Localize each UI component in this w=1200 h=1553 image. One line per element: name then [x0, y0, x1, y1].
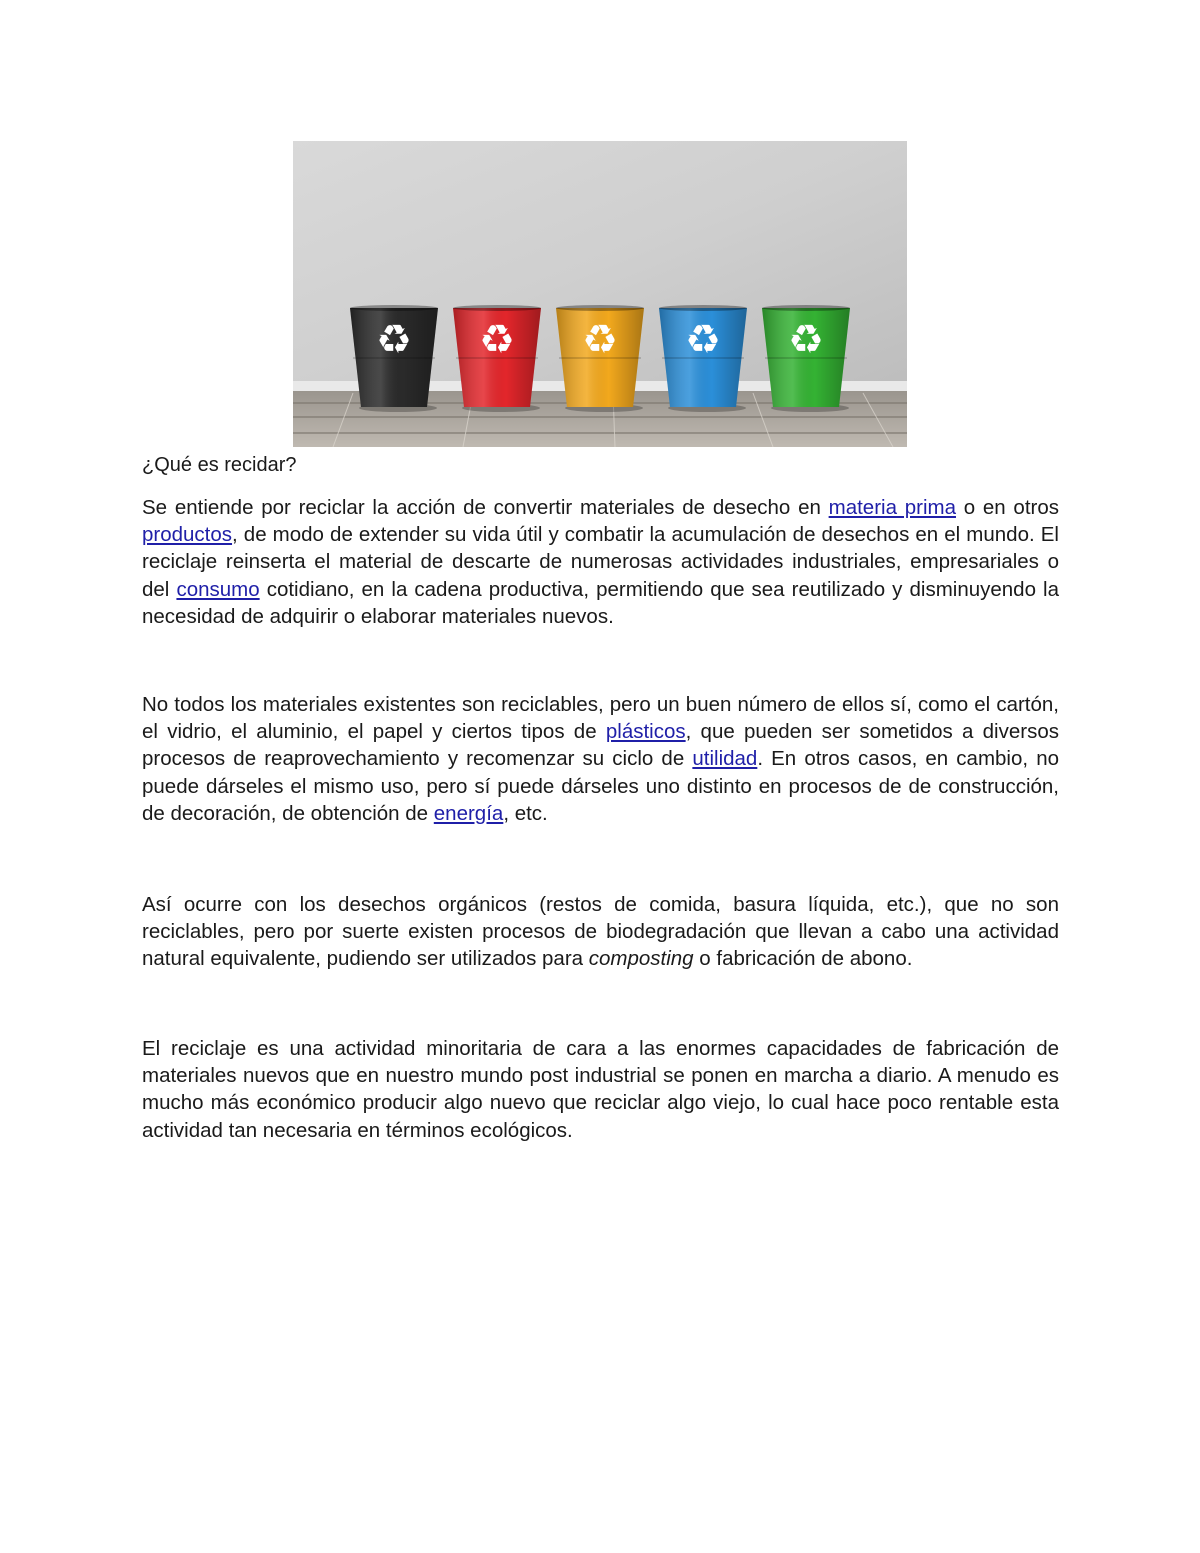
recycling-bin: [350, 305, 438, 412]
link-productos[interactable]: productos: [142, 523, 233, 547]
link-plasticos[interactable]: plásticos: [605, 720, 686, 744]
page-heading: ¿Qué es recidar?: [142, 454, 297, 476]
recycling-bin: [453, 305, 541, 412]
text-segment: Así ocurre con los desechos orgánicos (restos de comida, basura líquida, etc.), que no son reciclables, pero por suerte existen procesos de biodegradación que llevan a cabo una actividad natural equivalente, pudiendo ser utilizados para: [142, 893, 1059, 971]
text-segment: El reciclaje es una actividad minoritaria de cara a las enormes capacidades de fabricación de materiales nuevos que en nuestro mundo post industrial se ponen en marcha a diario. A menudo es mucho más económico producir algo nuevo que reciclar algo viejo, lo cual hace poco rentable esta actividad tan necesaria en términos ecológicos.: [142, 1037, 1059, 1142]
text-segment: , de modo de extender su vida útil y combatir la acumulación de desechos en el mundo. El reciclaje reinserta el material de descarte de numerosas actividades industriales, empresariales o del: [142, 523, 1059, 601]
recycle-icon: ♻: [685, 317, 721, 363]
link-materia-prima[interactable]: materia prima: [828, 496, 956, 519]
recycle-icon: ♻: [788, 317, 824, 363]
paragraph-minority-activity: [142, 1035, 1059, 1144]
paragraph-definition: [142, 494, 1059, 630]
recycle-icon: ♻: [582, 317, 618, 363]
text-segment: Se entiende por reciclar la acción de convertir materiales de desecho en: [142, 496, 829, 519]
text-segment: , que pueden ser sometidos a diversos procesos de reaprovechamiento y recomenzar su ciclo de: [142, 720, 1059, 771]
hero-image-recycling-bins: [293, 141, 907, 447]
recycling-bin: [762, 305, 850, 412]
link-consumo[interactable]: consumo: [176, 577, 260, 601]
link-energia[interactable]: energía: [433, 801, 504, 825]
recycle-icon: ♻: [376, 317, 412, 363]
text-segment: . En otros casos, en cambio, no puede dárseles el mismo uso, pero sí puede dárseles uno distinto en procesos de de construcción, de decoración, de obtención de: [142, 747, 1059, 825]
text-segment: o fabricación de abono.: [693, 947, 913, 971]
text-segment: No todos los materiales existentes son reciclables, pero un buen número de ellos sí, como el cartón, el vidrio, el aluminio, el papel y ciertos tipos de: [142, 693, 1059, 744]
text-segment: , etc.: [503, 801, 548, 825]
emphasis-composting: composting: [588, 947, 694, 971]
text-segment: cotidiano, en la cadena productiva, permitiendo que sea reutilizado y disminuyendo la necesidad de adquirir o elaborar materiales nuevos.: [142, 577, 1059, 628]
paragraph-organic-waste: [142, 891, 1059, 973]
recycling-bin: [556, 305, 644, 412]
recycle-icon: ♻: [479, 317, 515, 363]
recycling-bins-illustration: [293, 141, 907, 447]
recycling-bin: [659, 305, 747, 412]
text-segment: o en otros: [955, 496, 1059, 519]
link-utilidad[interactable]: utilidad: [692, 747, 758, 771]
paragraph-materials: [142, 691, 1059, 827]
